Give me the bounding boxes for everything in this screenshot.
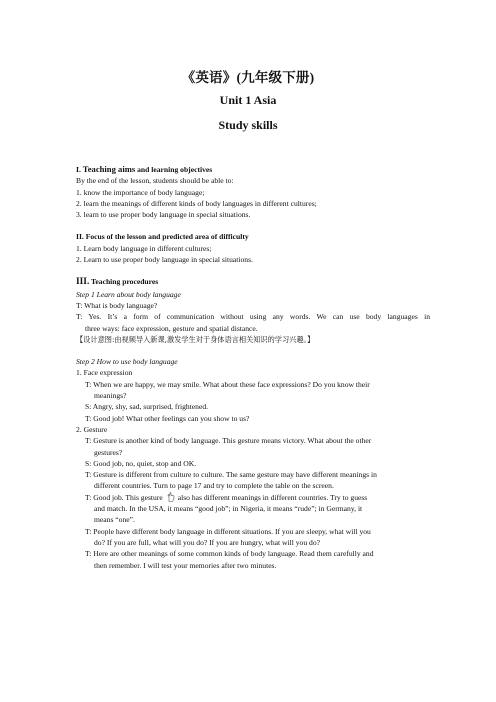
part3-heading: III. Teaching procedures bbox=[76, 277, 159, 288]
dialogue-line: T: People have different body language in different situations. If you are sleepy, what will you bbox=[85, 526, 371, 536]
part2-heading: II. Focus of the lesson and predicted area of difficulty bbox=[76, 232, 249, 242]
list-item: 2. learn the meanings of different kinds of body languages in different cultures; bbox=[76, 198, 317, 208]
part1-intro: By the end of the lesson, students should be able to: bbox=[76, 176, 234, 186]
list-item: 1. Learn body language in different cultures; bbox=[76, 243, 212, 253]
dialogue-line: T: What is body language? bbox=[76, 300, 158, 310]
dialogue-line: do? If you are full, what will you do? If you are hungry, what will you do? bbox=[94, 537, 320, 547]
hand-gesture-icon bbox=[166, 492, 175, 502]
step1-title: Step 1 Learn about body language bbox=[76, 289, 181, 299]
dialogue-line: S: Angry, shy, sad, surprised, frightened. bbox=[85, 402, 209, 412]
list-item: 1. know the importance of body language; bbox=[76, 187, 205, 197]
document-title: 《英语》(九年级下册) bbox=[181, 70, 315, 85]
step2-title: Step 2 How to use body language bbox=[76, 357, 178, 367]
dialogue-line: different countries. Turn to page 17 and try to complete the table on the screen. bbox=[94, 481, 334, 491]
dialogue-line: T: Here are other meanings of some common kinds of body language. Read them carefully and bbox=[85, 549, 374, 559]
unit-title: Unit 1 Asia bbox=[219, 93, 277, 107]
dialogue-line: S: Good job, no, quiet, stop and OK. bbox=[85, 458, 197, 468]
dialogue-line: T: Yes. It’s a form of communication without using any words. We can use body languages in bbox=[76, 312, 430, 322]
dialogue-line: meanings? bbox=[94, 391, 127, 401]
dialogue-line: T: Gesture is another kind of body language. This gesture means victory. What about the other bbox=[85, 436, 372, 446]
dialogue-line: T: Gesture is different from culture to culture. The same gesture may have different meanings in bbox=[85, 470, 377, 480]
dialogue-line: gestures? bbox=[94, 447, 123, 457]
sub-heading-gesture: 2. Gesture bbox=[76, 424, 108, 434]
dialogue-line: means “one”. bbox=[94, 515, 135, 525]
dialogue-line: T: When we are happy, we may smile. What about these face expressions? Do you know their bbox=[85, 379, 370, 389]
dialogue-line: T: Good job! What other feelings can you show to us? bbox=[85, 413, 250, 423]
section-title: Study skills bbox=[218, 118, 278, 132]
lesson-content bbox=[76, 164, 430, 571]
part1-heading: I. Teaching aims and learning objectives bbox=[76, 164, 213, 174]
dialogue-line: three ways: face expression, gesture and spatial distance. bbox=[85, 323, 258, 333]
design-note: 【设计意图:由视频导入新课,激发学生对于身体语言相关知识的学习兴趣。】 bbox=[76, 334, 315, 344]
dialogue-line: and match. In the USA, it means “good job”; in Nigeria, it means “rude”; in Germany, it bbox=[94, 504, 363, 514]
dialogue-line: then remember. I will test your memories after two minutes. bbox=[94, 560, 277, 570]
list-item: 3. learn to use proper body language in special situations. bbox=[76, 210, 251, 220]
dialogue-line: T: Good job. This gesture also has different meanings in different countries. Try to guess bbox=[85, 492, 368, 502]
sub-heading-face-expression: 1. Face expression bbox=[76, 368, 133, 378]
list-item: 2. Learn to use proper body language in special situations. bbox=[76, 255, 253, 265]
